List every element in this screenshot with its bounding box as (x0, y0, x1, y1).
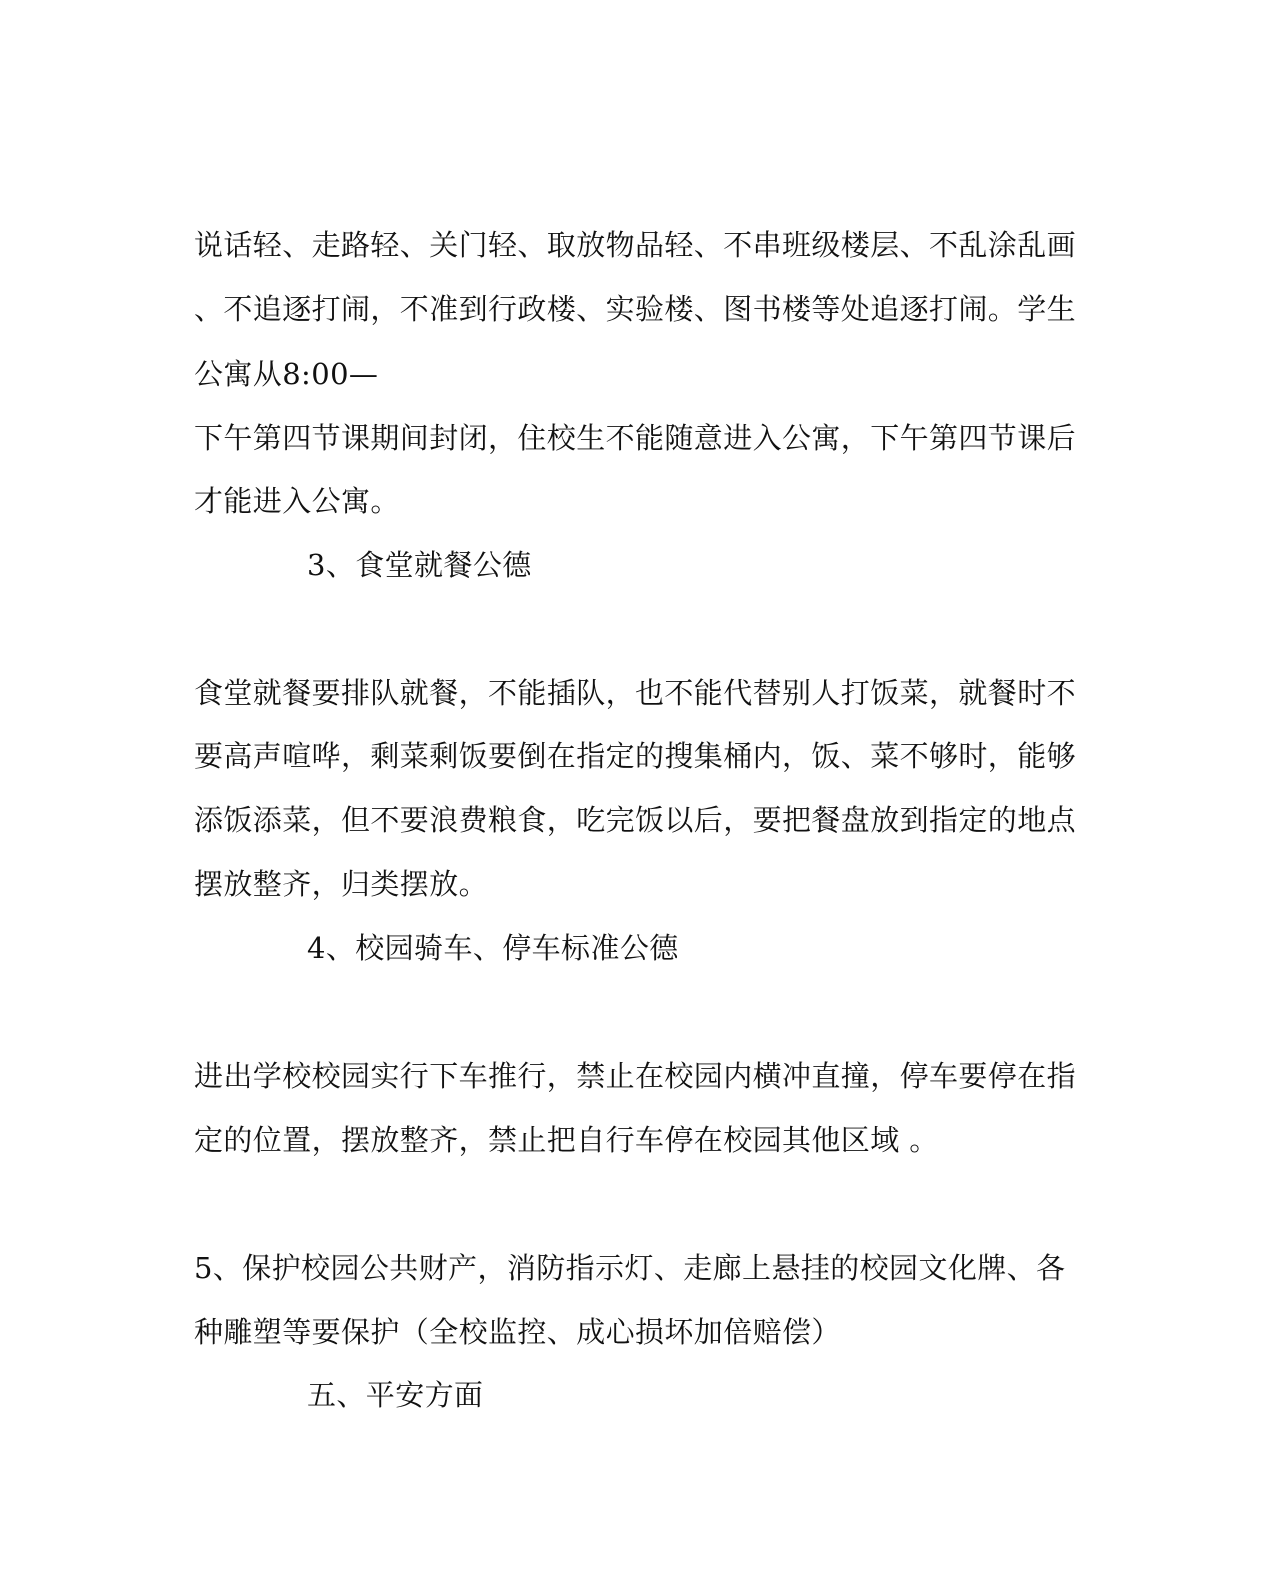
section-heading: 五、平安方面 (307, 1378, 484, 1412)
section-heading: 3、食堂就餐公德 (307, 548, 532, 582)
paragraph-line: 进出学校校园实行下车推行，禁止在校园内横冲直撞，停车要停在指 (194, 1059, 1077, 1093)
paragraph-line: 、不追逐打闹，不准到行政楼、实验楼、图书楼等处追逐打闹。学生 (194, 292, 1077, 326)
paragraph-line: 才能进入公寓。 (194, 484, 400, 518)
paragraph-line: 食堂就餐要排队就餐，不能插队，也不能代替别人打饭菜，就餐时不 (194, 676, 1077, 710)
paragraph-line: 定的位置，摆放整齐，禁止把自行车停在校园其他区域 。 (194, 1123, 939, 1157)
paragraph-line: 说话轻、走路轻、关门轻、取放物品轻、不串班级楼层、不乱涂乱画 (194, 228, 1077, 262)
paragraph-line: 下午第四节课期间封闭，住校生不能随意进入公寓，下午第四节课后 (194, 421, 1077, 455)
paragraph-line: 5、保护校园公共财产，消防指示灯、走廊上悬挂的校园文化牌、各 (194, 1251, 1066, 1285)
paragraph-line: 公寓从8:00— (194, 357, 379, 391)
paragraph-line: 摆放整齐，归类摆放。 (194, 867, 489, 901)
paragraph-line: 种雕塑等要保护（全校监控、成心损坏加倍赔偿） (194, 1315, 841, 1349)
paragraph-line: 添饭添菜，但不要浪费粮食，吃完饭以后，要把餐盘放到指定的地点 (194, 803, 1077, 837)
paragraph-line: 要高声喧哗，剩菜剩饭要倒在指定的搜集桶内，饭、菜不够时，能够 (194, 739, 1077, 773)
section-heading: 4、校园骑车、停车标准公德 (307, 931, 679, 965)
